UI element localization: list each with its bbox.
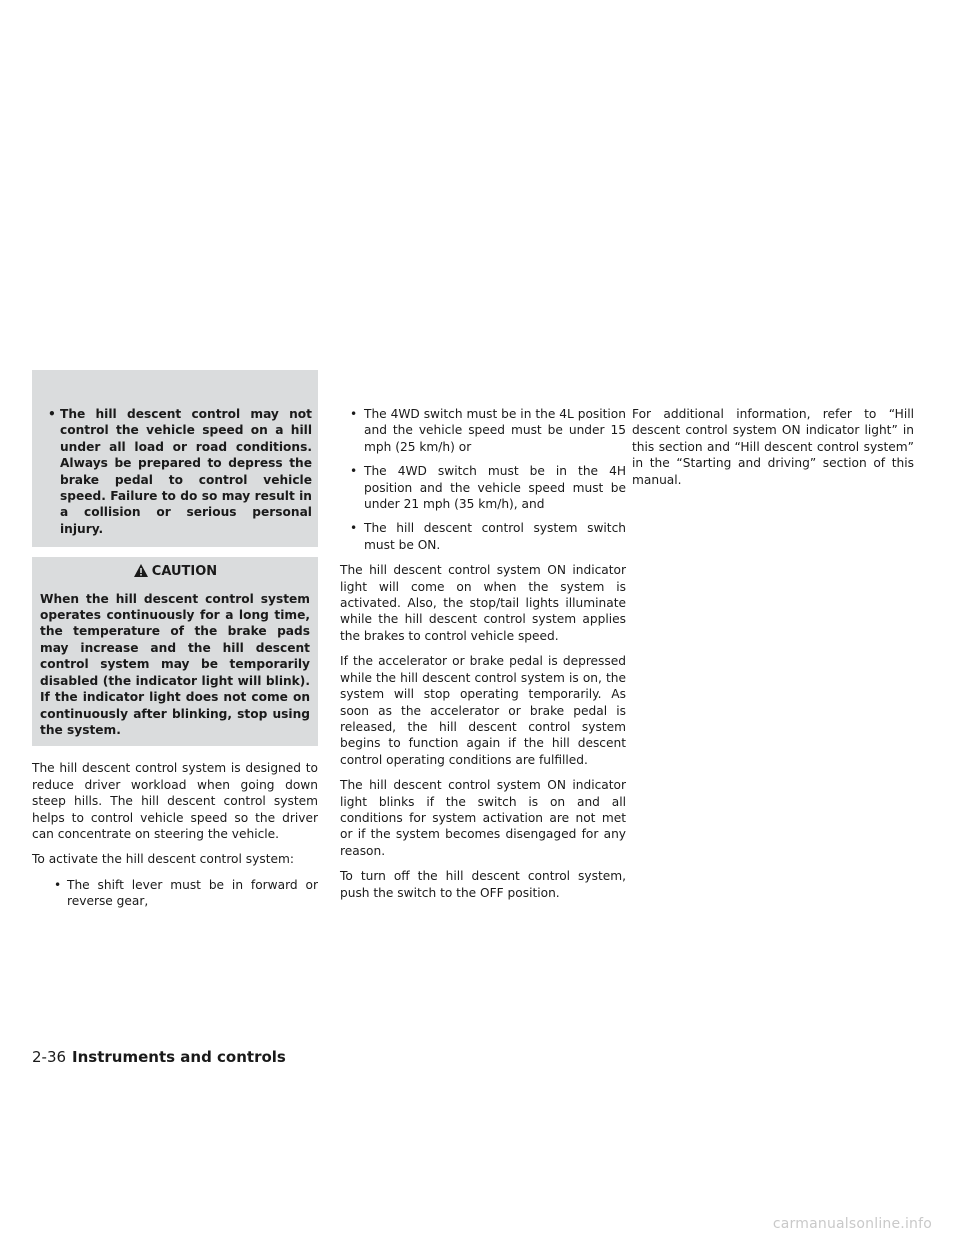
caution-heading — [40, 563, 310, 580]
paragraph: To activate the hill descent control system: — [32, 852, 294, 867]
caution-title: CAUTION — [151, 564, 218, 580]
paragraph: To turn off the hill descent control system, push the switch to the OFF position. — [340, 869, 626, 900]
caution-text: When the hill descent control system operates continuously for a long time, the temperature of the brake pads may increase and the hill descent control system may be temporarily disabled (the indicator light will blink). If the indicator light does not come on continuously after blinking, stop using the system. — [40, 591, 310, 737]
caution-box — [32, 557, 318, 746]
warning-triangle-icon — [133, 563, 149, 578]
page-footer — [32, 1048, 286, 1066]
warning-item: • The hill descent control may not control the vehicle speed on a hill under all load or road conditions. Always be prepared to depress the brake pedal to control vehicle speed. Failure to do so may result in a collision or serious personal injury. — [38, 406, 312, 537]
section-title: Instruments and controls — [72, 1048, 286, 1066]
middle-column — [340, 406, 626, 910]
paragraph: The hill descent control system is designed to reduce driver workload when going down steep hills. The hill descent control system helps to control vehicle speed so the driver can concentrate on steering the vehicle. — [32, 761, 318, 841]
list-item: • The shift lever must be in forward or reverse gear, — [32, 877, 318, 910]
page-number: 2-36 — [32, 1048, 67, 1066]
right-column — [632, 406, 914, 497]
watermark: carmanualsonline.info — [772, 1216, 932, 1232]
paragraph: The hill descent control system ON indicator light will come on when the system is activated. Also, the stop/tail lights illuminate while the hill descent control system applies the brakes to control vehicle speed. — [340, 563, 626, 643]
list-item: • The 4WD switch must be in the 4H position and the vehicle speed must be under 21 mph (35 km/h), and — [340, 463, 626, 512]
paragraph: The hill descent control system ON indicator light blinks if the switch is on and all conditions for system activation are not met or if the system becomes disengaged for any reason. — [340, 778, 626, 858]
paragraph: For additional information, refer to “Hill descent control system ON indicator light” in this section and “Hill descent control system” in the “Starting and driving” section of this manual. — [632, 407, 914, 487]
paragraph: If the accelerator or brake pedal is depressed while the hill descent control system is on, the system will stop operating temporarily. As soon as the accelerator or brake pedal is released, the hill descent control system begins to function again if the hill descent control operating conditions are fulfilled. — [340, 654, 626, 767]
list-item: • The 4WD switch must be in the 4L position and the vehicle speed must be under 15 mph (25 km/h) or — [340, 406, 626, 455]
left-column — [32, 406, 318, 919]
warning-box-continued — [32, 370, 318, 547]
list-item: • The hill descent control system switch must be ON. — [340, 520, 626, 553]
